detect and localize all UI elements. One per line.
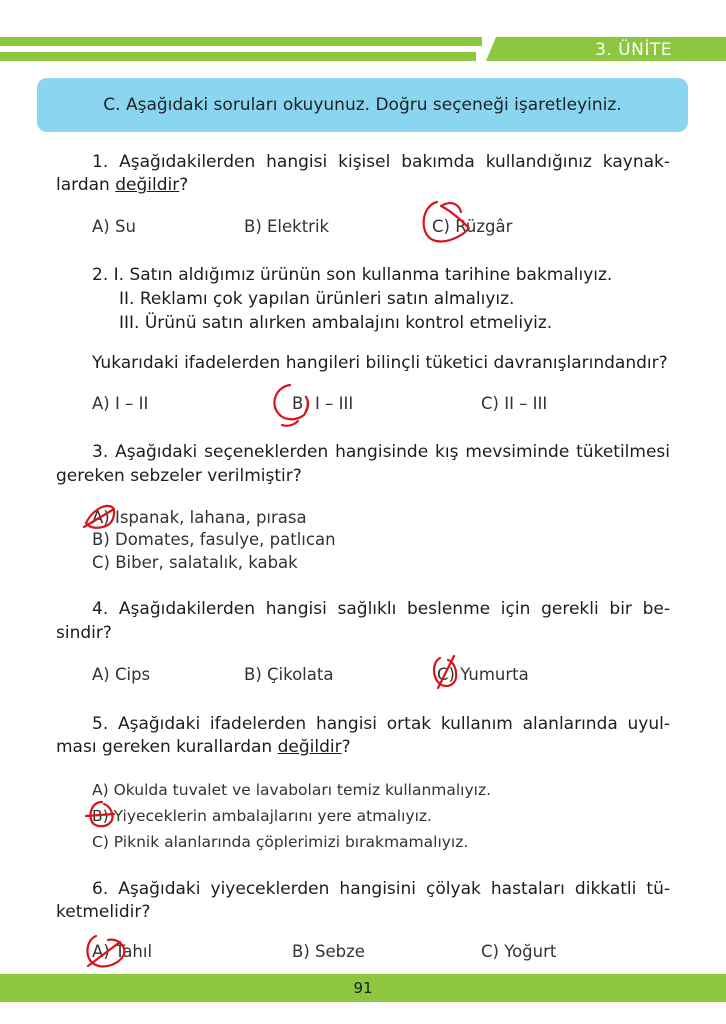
q3-answer-mark-icon	[82, 499, 122, 533]
q6-option-b[interactable]: B) Sebze	[292, 942, 365, 961]
q1-answer-mark-icon	[415, 196, 485, 256]
q2-statement-1: 2. I. Satın aldığımız ürünün son kullanma tarihine bakmalıyız.	[92, 265, 613, 285]
q5-text-line1: 5. Aşağıdaki ifadelerden hangisi ortak kullanım alanlarında uyul-	[92, 714, 670, 734]
unit-label: 3. ÜNİTE	[595, 40, 672, 60]
q5-text-line2: ması gereken kurallardan değildir?	[56, 737, 351, 757]
q6-answer-mark-icon	[82, 930, 130, 974]
q1-option-b[interactable]: B) Elektrik	[244, 217, 330, 236]
header-stripe-bottom	[0, 52, 476, 61]
q4-option-b[interactable]: B) Çikolata	[244, 665, 334, 684]
q2-option-c[interactable]: C) II – III	[481, 394, 548, 413]
q2-statement-2: II. Reklamı çok yapılan ürünleri satın almalıyız.	[119, 289, 515, 309]
q4-text-line2: sindir?	[56, 623, 112, 643]
q1-underlined-word: değildir	[115, 175, 180, 195]
q3-text-line2: gereken sebzeler verilmiştir?	[56, 466, 302, 486]
q4-option-c[interactable]: C) Yumurta	[437, 665, 529, 684]
q6-text-line1: 6. Aşağıdaki yiyeceklerden hangisini çölyak hastaları dikkatli tü-	[92, 879, 670, 899]
q3-option-b[interactable]: B) Domates, fasulye, patlıcan	[92, 530, 336, 549]
q5-answer-mark-icon	[84, 798, 120, 832]
q5-underlined-word: değildir	[277, 737, 342, 757]
q2-answer-mark-icon	[268, 381, 320, 431]
instruction-text: C. Aşağıdaki soruları okuyunuz. Doğru seçeneği işaretleyiniz.	[103, 95, 622, 115]
q3-option-c[interactable]: C) Biber, salatalık, kabak	[92, 553, 298, 572]
q3-option-a[interactable]: A) Ispanak, lahana, pırasa	[92, 508, 307, 527]
q6-option-c[interactable]: C) Yoğurt	[481, 942, 557, 961]
q2-question: Yukarıdaki ifadelerden hangileri bilinçli tüketici davranışlarındandır?	[92, 353, 668, 373]
page-number: 91	[353, 979, 373, 997]
q5-option-c[interactable]: C) Piknik alanlarında çöplerimizi bırakmamalıyız.	[92, 833, 469, 851]
q1-option-a[interactable]: A) Su	[92, 217, 136, 236]
q2-option-a[interactable]: A) I – II	[92, 394, 149, 413]
q5-option-b[interactable]: B) Yiyeceklerin ambalajlarını yere atmalıyız.	[92, 807, 432, 825]
header-stripe-top	[0, 37, 482, 46]
q6-option-a[interactable]: A) Tahıl	[92, 942, 153, 961]
q2-statement-3: III. Ürünü satın alırken ambalajını kontrol etmeliyiz.	[119, 313, 553, 333]
q5-option-a[interactable]: A) Okulda tuvalet ve lavaboları temiz kullanmalıyız.	[92, 781, 492, 799]
q1-text-line1: 1. Aşağıdakilerden hangisi kişisel bakımda kullandığınız kaynak-	[92, 152, 670, 172]
q4-answer-mark-icon	[430, 652, 464, 692]
q1-option-c[interactable]: C) Rüzgâr	[432, 217, 513, 236]
q6-text-line2: ketmelidir?	[56, 902, 151, 922]
q4-text-line1: 4. Aşağıdakilerden hangisi sağlıklı beslenme için gerekli bir be-	[92, 599, 670, 619]
q1-text-line2: lardan değildir?	[56, 175, 189, 195]
q2-option-b[interactable]: B) I – III	[292, 394, 354, 413]
q3-text-line1: 3. Aşağıdaki seçeneklerden hangisinde kış mevsiminde tüketilmesi	[92, 442, 670, 462]
q4-option-a[interactable]: A) Cips	[92, 665, 151, 684]
